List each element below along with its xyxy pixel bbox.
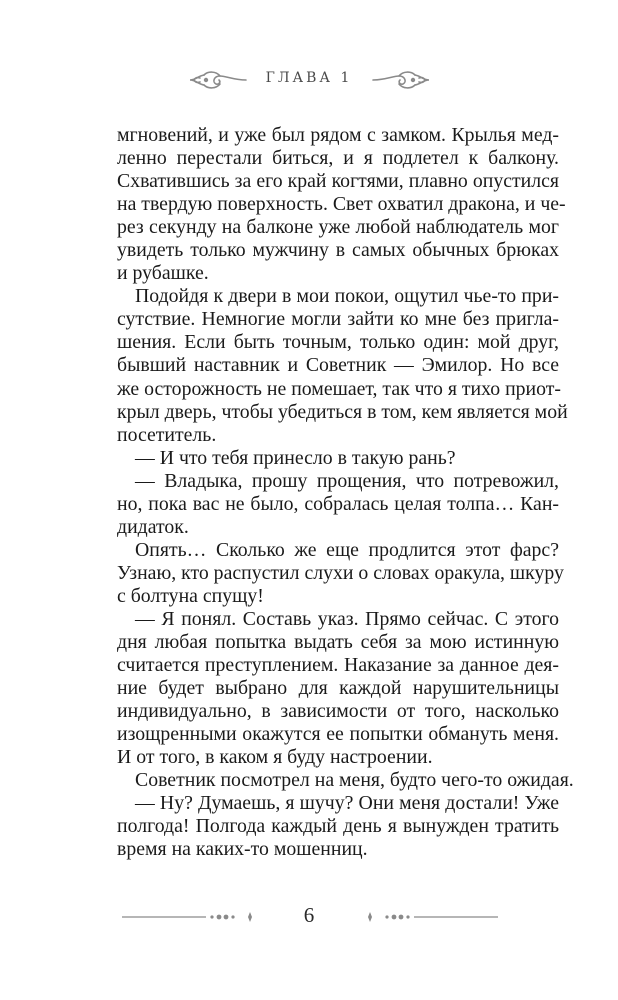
text-line: бывший наставник и Советник — Эмилор. Но все [117,354,559,377]
text-line: Подойдя к двери в мои покои, ощутил чье-то при- [135,285,559,308]
text-line: рез секунду на балконе уже любой наблюдатель мог [117,216,559,239]
right-footer-ornament-icon [364,911,498,923]
body-text [117,124,574,862]
left-flourish-ornament-icon [186,68,248,92]
text-line: — Ну? Думаешь, я шучу? Они меня достали! Уже [135,792,559,815]
text-line: время на каких-то мошенниц. [117,838,368,861]
text-line: же осторожность не помешает, так что я тихо приот- [117,377,561,400]
chapter-title: ГЛАВА 1 [265,70,353,86]
text-line: Советник посмотрел на меня, будто чего-то ожидая. [135,769,574,792]
text-line: индивидуально, в зависимости от того, насколько [117,700,559,723]
text-line: Узнаю, кто распустил слухи о словах оракула, шкуру [117,561,564,584]
running-header [0,66,618,96]
text-line: Схватившись за его край когтями, плавно опустился [117,170,559,193]
text-line: увидеть только мужчину в самых обычных брюках [117,239,559,262]
text-line: шения. Если быть точным, только один: мой друг, [117,331,559,354]
right-flourish-ornament-icon [371,68,433,92]
text-line: но, пока вас не было, собралась целая толпа… Кан- [117,492,559,515]
page-number: 6 [303,903,315,927]
text-line: дидаток. [117,515,189,538]
text-line: мгновений, и уже был рядом с замком. Крылья мед- [117,124,559,146]
text-line: посетитель. [117,423,217,446]
text-line: Опять… Сколько же еще продлится этот фарс? [135,538,559,561]
text-line: — И что тебя принесло в такую рань? [135,446,456,469]
left-footer-ornament-icon [122,911,256,923]
page-footer [0,903,618,933]
text-line: считается преступлением. Наказание за данное дея- [117,654,559,677]
text-line: и рубашке. [117,262,209,285]
text-line: И от того, в каком я буду настроении. [117,746,433,769]
text-line: сутствие. Немногие могли зайти ко мне без пригла- [117,308,559,331]
text-line: полгода! Полгода каждый день я вынужден тратить [117,815,559,838]
text-line: ние будет выбрано для каждой нарушительницы [117,677,559,700]
text-line: дня любая попытка выдать себя за мою истинную [117,631,559,654]
text-line: — Я понял. Составь указ. Прямо сейчас. С этого [135,607,559,630]
text-line: с болтуна спущу! [117,584,264,607]
text-line: ленно перестали биться, и я подлетел к балкону. [117,147,559,170]
text-line: — Владыка, прошу прощения, что потревожил, [135,469,559,492]
text-line: на твердую поверхность. Свет охватил дракона, и че- [117,193,566,216]
text-line: изощренными окажутся ее попытки обмануть меня. [117,723,559,746]
text-line: крыл дверь, чтобы убедиться в том, кем является мой [117,400,568,423]
